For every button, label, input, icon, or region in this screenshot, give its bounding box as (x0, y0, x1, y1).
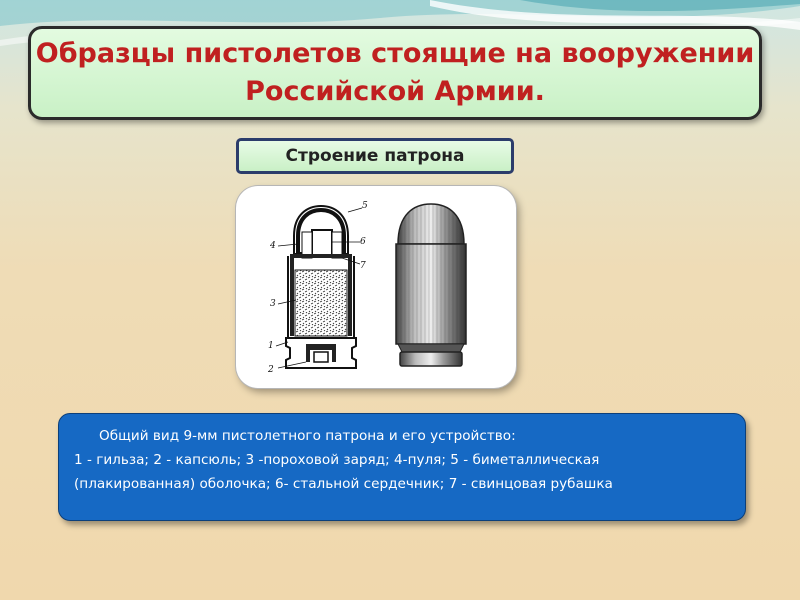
label-4: 4 (270, 241, 276, 251)
cartridge-diagram-drawing (236, 186, 516, 388)
caption-line-3: (плакированная) оболочка; 6- стальной сердечник; 7 - свинцовая рубашка (74, 476, 613, 492)
label-2: 2 (268, 365, 274, 375)
subtitle-box: Строение патрона (236, 138, 514, 174)
label-3: 3 (270, 299, 276, 309)
title-line-2: Российской Армии. (245, 76, 545, 107)
title-box (28, 26, 762, 120)
cartridge-section (276, 206, 362, 368)
cartridge-exterior (396, 204, 466, 366)
title-line-1: Образцы пистолетов стоящие на вооружении (35, 38, 755, 69)
label-7: 7 (360, 261, 366, 271)
label-6: 6 (360, 237, 366, 247)
caption-line-2: 1 - гильза; 2 - капсюль; 3 -пороховой заряд; 4-пуля; 5 - биметаллическая (74, 452, 600, 468)
cartridge-diagram (236, 186, 516, 388)
label-1: 1 (268, 341, 274, 351)
caption-box (58, 413, 746, 521)
caption-line-1: Общий вид 9-мм пистолетного патрона и его устройство: (99, 428, 516, 444)
label-5: 5 (362, 201, 368, 211)
